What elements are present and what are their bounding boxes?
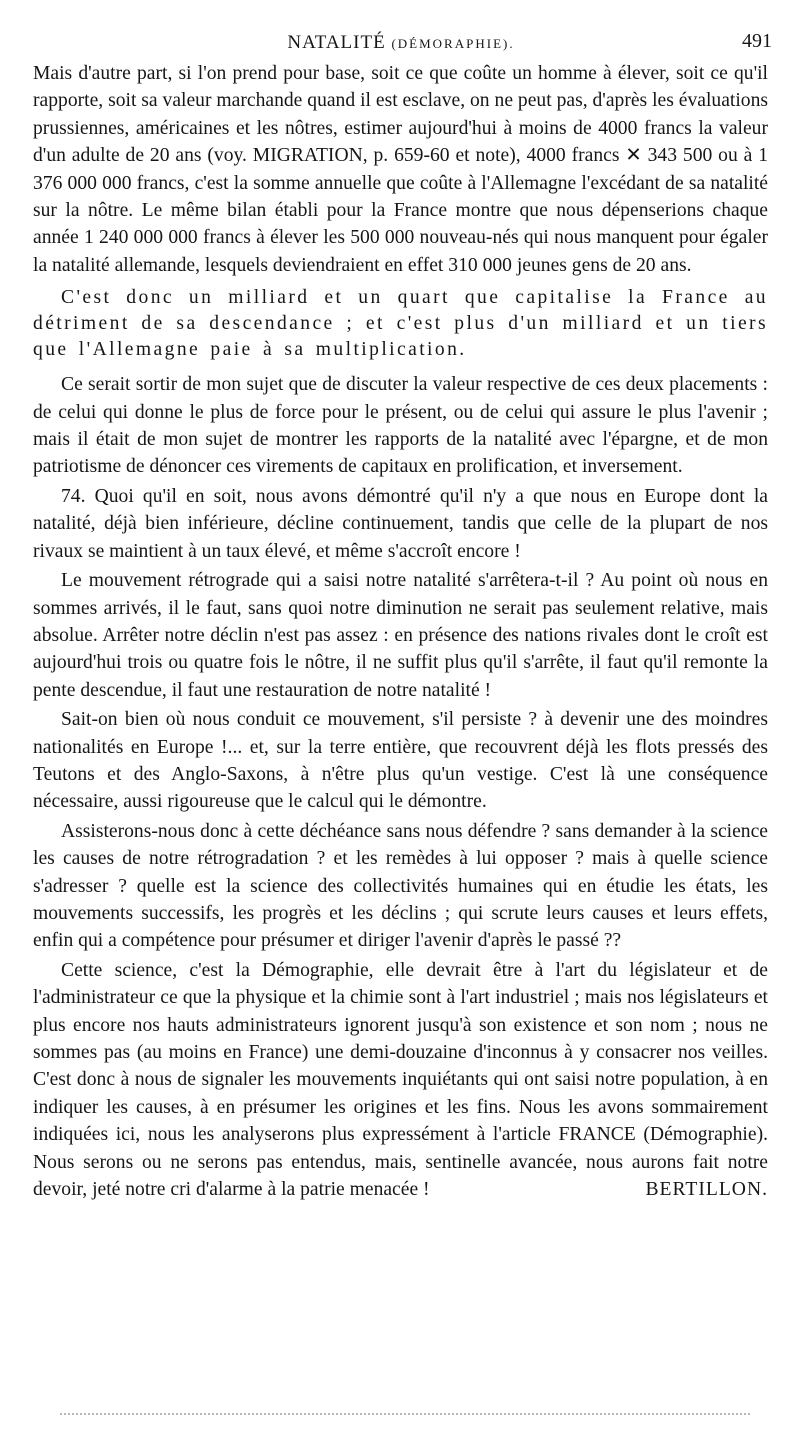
paragraph-2: C'est donc un milliard et un quart que capitalise la France au détriment de sa descendance ; et c'est plus d'un milliard et un tiers que l'Allemagne paie à sa multiplication.	[33, 287, 768, 361]
paragraph-1: Mais d'autre part, si l'on prend pour base, soit ce que coûte un homme à élever, soit ce qu'il rapporte, soit sa valeur marchande quand il est esclave, on ne peut pas, d'après les évaluations prussiennes, américaines et les nôtres, estimer aujourd'hui à moins de 4000 francs la valeur d'un adulte de 20 ans (voy. MIGRATION, p. 659-60 et note), 4000 francs ✕ 343 500 ou à 1 376 000 000 francs, c'est la somme annuelle que coûte à l'Allemagne l'excédant de sa natalité sur la nôtre. Le même bilan établi pour la France montre que nous dépenserions chaque année 1 240 000 000 francs à élever les 500 000 nouveau-nés qui nous manquent pour égaler la natalité allemande, lesquels deviendraient en effet 310 000 jeunes gens de 20 ans.	[33, 63, 768, 276]
author-signature: BERTILLON.	[645, 1179, 768, 1201]
paragraph-7: Assisterons-nous donc à cette déchéance sans nous défendre ? sans demander à la science les causes de notre rétrogradation ? et les remèdes à lui opposer ? mais à quelle science s'adresser ? quelle est la science des collectivités humaines qui en étudie les états, les mouvements successifs, les progrès et les déclins ; qui scrute leurs causes et leurs effets, enfin qui a compétence pour présumer et diriger l'avenir d'après le passé ??	[33, 820, 768, 952]
running-title-sub: (DÉMORAPHIE).	[391, 36, 515, 51]
running-title	[30, 32, 772, 54]
running-header	[30, 26, 772, 56]
page-number: 491	[742, 30, 772, 52]
paragraph-3: Ce serait sortir de mon sujet que de discuter la valeur respective de ces deux placements : de celui qui donne le plus de force pour le présent, ou de celui qui assure le plus l'avenir ; mais il était de mon sujet de montrer les rapports de la natalité avec l'épargne, et de mon patriotisme de dénoncer ces virements de capitaux en prolification, et inversement.	[33, 374, 768, 478]
paragraph-8	[33, 957, 768, 1204]
paragraph-6: Sait-on bien où nous conduit ce mouvement, s'il persiste ? à devenir une des moindres nationalités en Europe !... et, sur la terre entière, que recouvrent déjà les flots pressés des Teutons et des Anglo-Saxons, à n'être plus qu'un vestige. C'est là une conséquence nécessaire, aussi rigoureuse que le calcul qui le démontre.	[33, 709, 768, 813]
paragraph-4-section-74: 74. Quoi qu'il en soit, nous avons démontré qu'il n'y a que nous en Europe dont la natalité, déjà bien inférieure, décline continuement, tandis que celle de la plupart de nos rivaux se maintient à un taux élevé, et même s'accroît encore !	[33, 485, 768, 562]
paragraph-5: Le mouvement rétrograde qui a saisi notre natalité s'arrêtera-t-il ? Au point où nous en sommes arrivés, il le faut, sans quoi notre diminution ne serait pas seulement relative, mais absolue. Arrêter notre déclin n'est pas assez : en présence des nations rivales dont le croît est aujourd'hui trois ou quatre fois le nôtre, il ne suffit plus qu'il s'arrête, il faut qu'il remonte la pente descendue, il faut une restauration de notre natalité !	[33, 570, 768, 701]
running-title-main: NATALITÉ	[287, 32, 386, 53]
body-text	[33, 60, 768, 1205]
paragraph-8-text: Cette science, c'est la Démographie, elle devrait être à l'art du législateur et de l'administrateur ce que la physique et la chimie sont à l'art industriel ; mais nos législateurs et plus encore nos hauts administrateurs ignorent jusqu'à son existence et son nom ; nous ne sommes pas (au moins en France) une demi-douzaine d'inconnus à y consacrer nos veilles. C'est donc à nous de signaler les mouvements inquiétants qui ont saisi notre population, à en indiquer les causes, à en présumer les origines et les fins. Nous les avons sommairement indiquées ici, nous les analyserons plus expressément à l'article FRANCE (Démographie). Nous serons ou ne serons pas entendus, mais, sentinelle avancée, nous aurons fait notre devoir, jeté notre cri d'alarme à la patrie menacée !	[33, 959, 768, 1201]
footer-divider	[60, 1413, 750, 1419]
